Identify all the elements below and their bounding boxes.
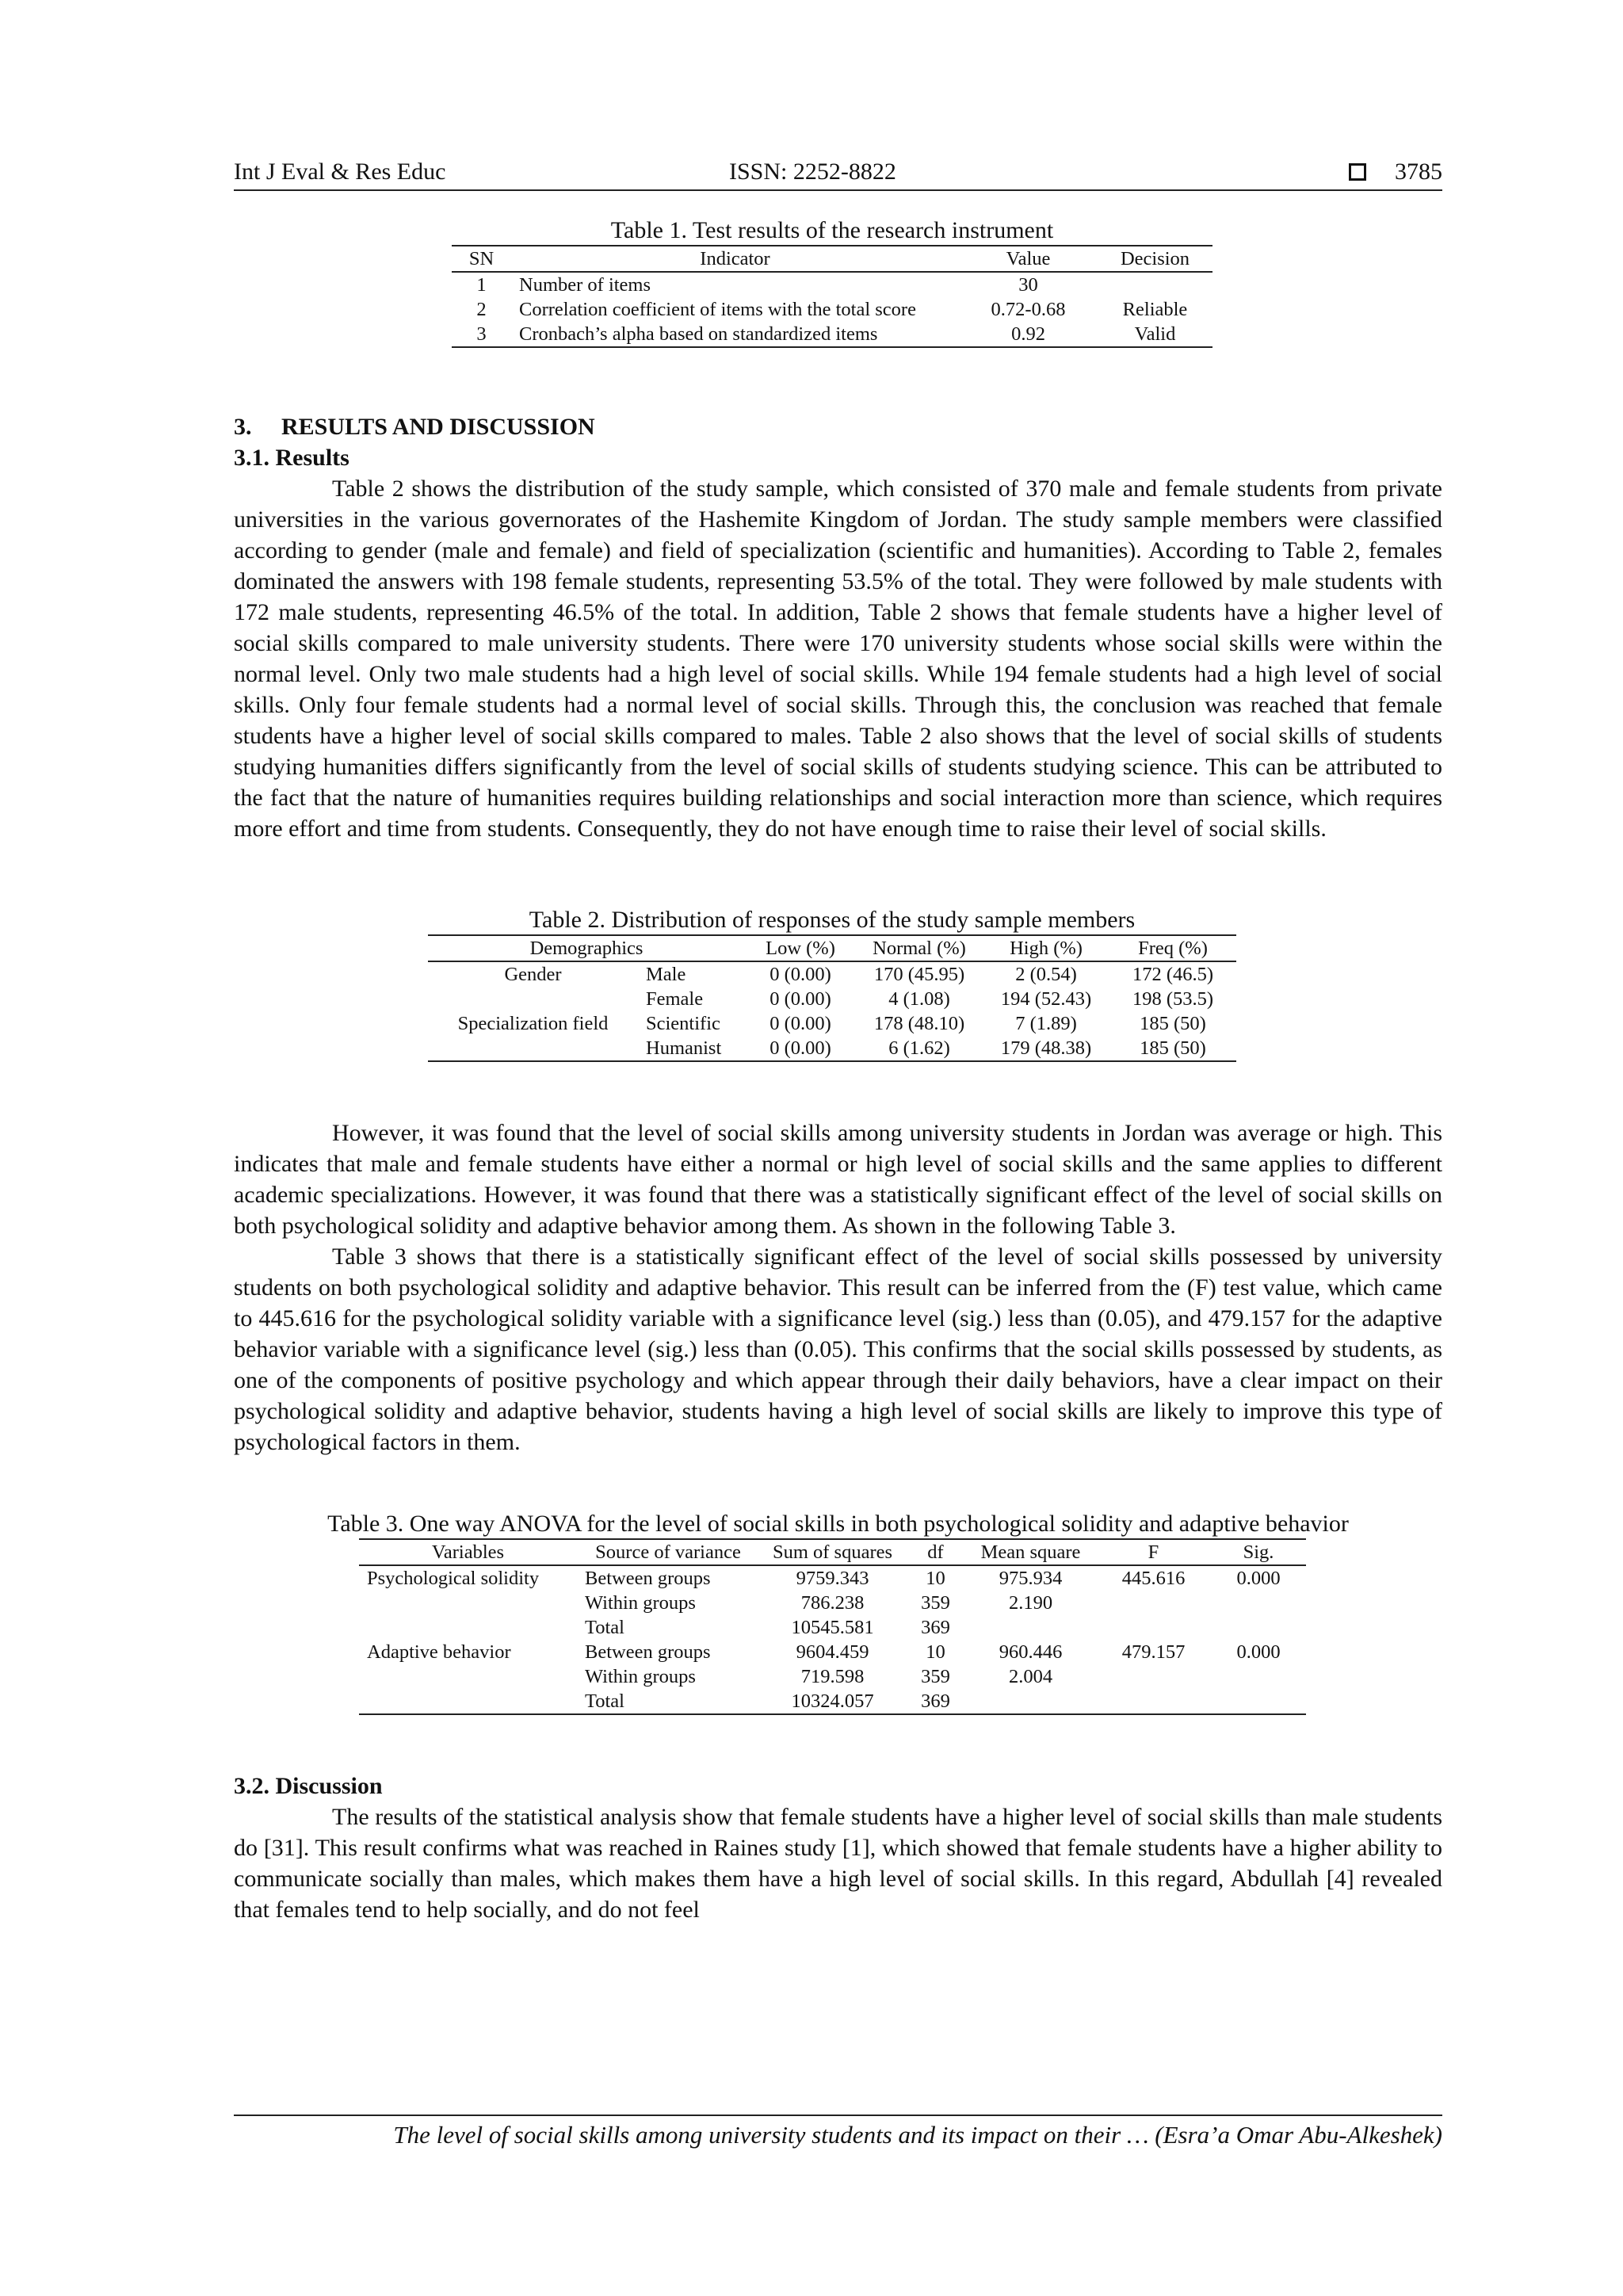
journal-name: Int J Eval & Res Educ (234, 159, 446, 185)
table-cell (359, 1591, 577, 1615)
table-row (428, 1036, 1236, 1061)
table-row (452, 322, 1212, 347)
table-cell: 179 (48.38) (983, 1036, 1109, 1061)
table-cell: 0 (0.00) (769, 988, 831, 1010)
table-cell: 2.190 (1008, 1592, 1053, 1614)
table-cell: Number of items (519, 274, 651, 296)
table-cell (1096, 1664, 1211, 1689)
table-cell: 170 (45.95) (873, 964, 965, 985)
running-header (234, 155, 1442, 191)
table-cell: Total (577, 1689, 759, 1714)
table-cell: Cronbach’s alpha based on standardized items (511, 322, 959, 347)
table-cell (1211, 1689, 1306, 1714)
table-cell (359, 1689, 577, 1714)
page-number-group (1349, 155, 1442, 189)
table1-block (234, 216, 1442, 348)
square-box-icon (1349, 163, 1366, 181)
table-cell: 30 (1018, 274, 1038, 296)
table1-col-decision: Decision (1098, 246, 1212, 272)
table-cell: 185 (50) (1109, 1036, 1236, 1061)
table3-col-source: Source of variance (577, 1539, 759, 1565)
table-cell (359, 1615, 577, 1640)
table-cell: 1 (476, 274, 487, 296)
section-results (234, 411, 1442, 844)
subsection-heading-discussion: 3.2. Discussion (234, 1773, 383, 1799)
table-cell: 6 (1.62) (856, 1036, 983, 1061)
table2-col-freq: Freq (%) (1109, 935, 1236, 961)
table-cell (1096, 1591, 1211, 1615)
table-cell: 194 (52.43) (1000, 988, 1092, 1010)
running-footer (234, 2115, 1442, 2154)
table2-col-low: Low (%) (745, 935, 856, 961)
table-cell (1096, 1689, 1211, 1714)
table-cell (1098, 272, 1212, 297)
table-cell: Male (646, 964, 686, 985)
table-cell: 2 (0.54) (1015, 964, 1077, 985)
table-cell: Female (646, 988, 704, 1010)
table3-col-df: df (906, 1539, 965, 1565)
paragraph-4: The results of the statistical analysis show that female students have a higher level of social skills than male students do [31]. This result confirms what was reached in Raines study [1], which showed that female students have a higher ability to communicate socially than males, which makes them have a high level of social skills. In this regard, Abdullah [4] revealed that females tend to help socially, and do not feel (234, 1804, 1442, 1923)
table-cell: Between groups (585, 1568, 711, 1589)
table-cell: Valid (1098, 322, 1212, 347)
table-row (359, 1591, 1306, 1615)
table2-col-high: High (%) (983, 935, 1109, 961)
issn: ISSN: 2252-8822 (729, 159, 896, 185)
table-cell: 0 (0.00) (745, 1036, 856, 1061)
table1-col-sn: SN (452, 246, 511, 272)
table2 (428, 934, 1236, 1062)
table1 (452, 245, 1212, 348)
section-discussion (234, 1771, 1442, 1925)
table-row (428, 961, 1236, 987)
table-row (452, 272, 1212, 297)
table-cell (965, 1615, 1096, 1640)
table-cell: 369 (906, 1689, 965, 1714)
footer-text: The level of social skills among university students and its impact on their … (Esra’a Omar Abu-Alkeshek) (393, 2121, 1442, 2149)
table-row (359, 1664, 1306, 1689)
table-row (452, 297, 1212, 322)
table-cell: 0.000 (1236, 1568, 1281, 1589)
table3-col-f: F (1096, 1539, 1211, 1565)
paragraph-1: Table 2 shows the distribution of the study sample, which consisted of 370 male and female students from private universities in the various governorates of the Hashemite Kingdom of Jordan. The study sample members were classified according to gender (male and female) and field of specialization (scientific and humanities). According to Table 2, females dominated the answers with 198 female students, representing 53.5% of the total. They were followed by male students with 172 male students, representing 46.5% of the total. In addition, Table 2 shows that female students have a higher level of social skills compared to male university students. There were 170 university students whose social skills were within the normal level. Only two male students had a high level of social skills. While 194 female students had a high level of social skills. Only four female students had a normal level of social skills. Through this, the conclusion was reached that female students have a higher level of social skills compared to males. Table 2 also shows that the level of social skills of students studying humanities differs significantly from the level of social skills of students studying science. This can be attributed to the fact that the nature of humanities requires building relationships and social interaction more than science, which requires more effort and time from students. Consequently, they do not have enough time to raise their level of social skills. (234, 476, 1442, 842)
table-cell: 2 (476, 299, 487, 320)
table2-col-demographics: Demographics (428, 935, 745, 961)
table-row (428, 1011, 1236, 1036)
table-cell (965, 1689, 1096, 1714)
table-cell: 786.238 (800, 1592, 865, 1614)
table-cell: 719.598 (800, 1666, 865, 1687)
table-row (359, 1689, 1306, 1714)
table1-caption: Table 1. Test results of the research instrument (610, 217, 1054, 243)
table-cell: 198 (53.5) (1132, 988, 1214, 1010)
table-cell: 359 (921, 1666, 950, 1687)
table-cell (428, 1036, 638, 1061)
table-cell: 975.934 (999, 1568, 1063, 1589)
discussion-text-block (234, 1117, 1442, 1457)
table3-header-row (359, 1539, 1306, 1565)
table-cell (1096, 1615, 1211, 1640)
table-cell: Total (585, 1617, 624, 1638)
table-cell (359, 1664, 577, 1689)
table-cell: 185 (50) (1140, 1013, 1206, 1034)
table2-col-normal: Normal (%) (856, 935, 983, 961)
subsection-heading-results: 3.1. Results (234, 445, 349, 471)
table-cell: Within groups (585, 1592, 696, 1614)
page-number: 3785 (1395, 159, 1442, 185)
table3-col-variables: Variables (359, 1539, 577, 1565)
table-cell: 0.92 (959, 322, 1098, 347)
table-cell: 0.000 (1236, 1641, 1281, 1663)
table-cell: 9604.459 (796, 1641, 869, 1663)
table-cell: 7 (1.89) (1015, 1013, 1077, 1034)
table-cell: Gender (504, 964, 562, 985)
table-cell (428, 987, 638, 1011)
table-cell: 3 (452, 322, 511, 347)
table-cell: Specialization field (457, 1013, 609, 1034)
table3-col-sum-squares: Sum of squares (759, 1539, 906, 1565)
table-cell: 10324.057 (759, 1689, 906, 1714)
table3-col-mean-square: Mean square (965, 1539, 1096, 1565)
table-cell: Adaptive behavior (367, 1641, 511, 1663)
table1-col-value: Value (959, 246, 1098, 272)
table-cell: 0 (0.00) (769, 964, 831, 985)
table-row (428, 987, 1236, 1011)
table-cell: 359 (921, 1592, 950, 1614)
table-cell: Correlation coefficient of items with the total score (519, 299, 916, 320)
table-cell: Between groups (585, 1641, 711, 1663)
table-cell (1211, 1591, 1306, 1615)
table-cell: 0 (0.00) (769, 1013, 831, 1034)
table3-block (234, 1510, 1442, 1715)
table-cell: 960.446 (999, 1641, 1063, 1663)
table-cell: 178 (48.10) (873, 1013, 965, 1034)
section-heading: 3. RESULTS AND DISCUSSION (234, 414, 595, 440)
table3-caption: Table 3. One way ANOVA for the level of social skills in both psychological solidity and adaptive behavior (327, 1511, 1349, 1537)
paragraph-2: However, it was found that the level of social skills among university students in Jordan was average or high. This indicates that male and female students have either a normal or high level of social skills and the same applies to different academic specializations. However, it was found that there was a statistically significant effect of the level of social skills on both psychological solidity and adaptive behavior among them. As shown in the following Table 3. (234, 1120, 1442, 1239)
table2-header-row (428, 935, 1236, 961)
table-cell: Psychological solidity (367, 1568, 540, 1589)
table-cell: Reliable (1122, 299, 1188, 320)
table-cell: 2.004 (1008, 1666, 1053, 1687)
table-cell: 9759.343 (796, 1568, 869, 1589)
table-cell: 479.157 (1121, 1641, 1186, 1663)
table-cell (1211, 1615, 1306, 1640)
table1-col-indicator: Indicator (511, 246, 959, 272)
table1-header-row (452, 246, 1212, 272)
table-cell: 0.72-0.68 (991, 299, 1066, 320)
page-content (234, 155, 1442, 1925)
table-row (359, 1565, 1306, 1591)
table-cell: 10 (926, 1568, 945, 1589)
table-cell: 10545.581 (791, 1617, 874, 1638)
table2-block (234, 906, 1442, 1062)
table-cell (1211, 1664, 1306, 1689)
table3-col-sig: Sig. (1211, 1539, 1306, 1565)
table-cell: 10 (926, 1641, 945, 1663)
table-cell: 4 (1.08) (888, 988, 950, 1010)
table2-caption: Table 2. Distribution of responses of the study sample members (529, 907, 1136, 933)
table-cell: Scientific (646, 1013, 720, 1034)
table3 (359, 1538, 1306, 1715)
table-cell: Within groups (585, 1666, 696, 1687)
table-row (359, 1640, 1306, 1664)
table-cell: 172 (46.5) (1132, 964, 1214, 985)
table-cell: 445.616 (1121, 1568, 1186, 1589)
paragraph-3: Table 3 shows that there is a statistically significant effect of the level of social skills possessed by university students on both psychological solidity and adaptive behavior. This result can be inferred from the (F) test value, which came to 445.616 for the psychological solidity variable with a significance level (sig.) less than (0.05), and 479.157 for the adaptive behavior variable with a significance level (sig.) less than (0.05). This confirms that the social skills possessed by students, as one of the components of positive psychology and which appear through their daily behaviors, have a clear impact on their psychological solidity and adaptive behavior, students having a high level of social skills are likely to improve this type of psychological factors in them. (234, 1244, 1442, 1455)
table-cell: 369 (921, 1617, 950, 1638)
table-row (359, 1615, 1306, 1640)
table-cell: Humanist (638, 1036, 745, 1061)
